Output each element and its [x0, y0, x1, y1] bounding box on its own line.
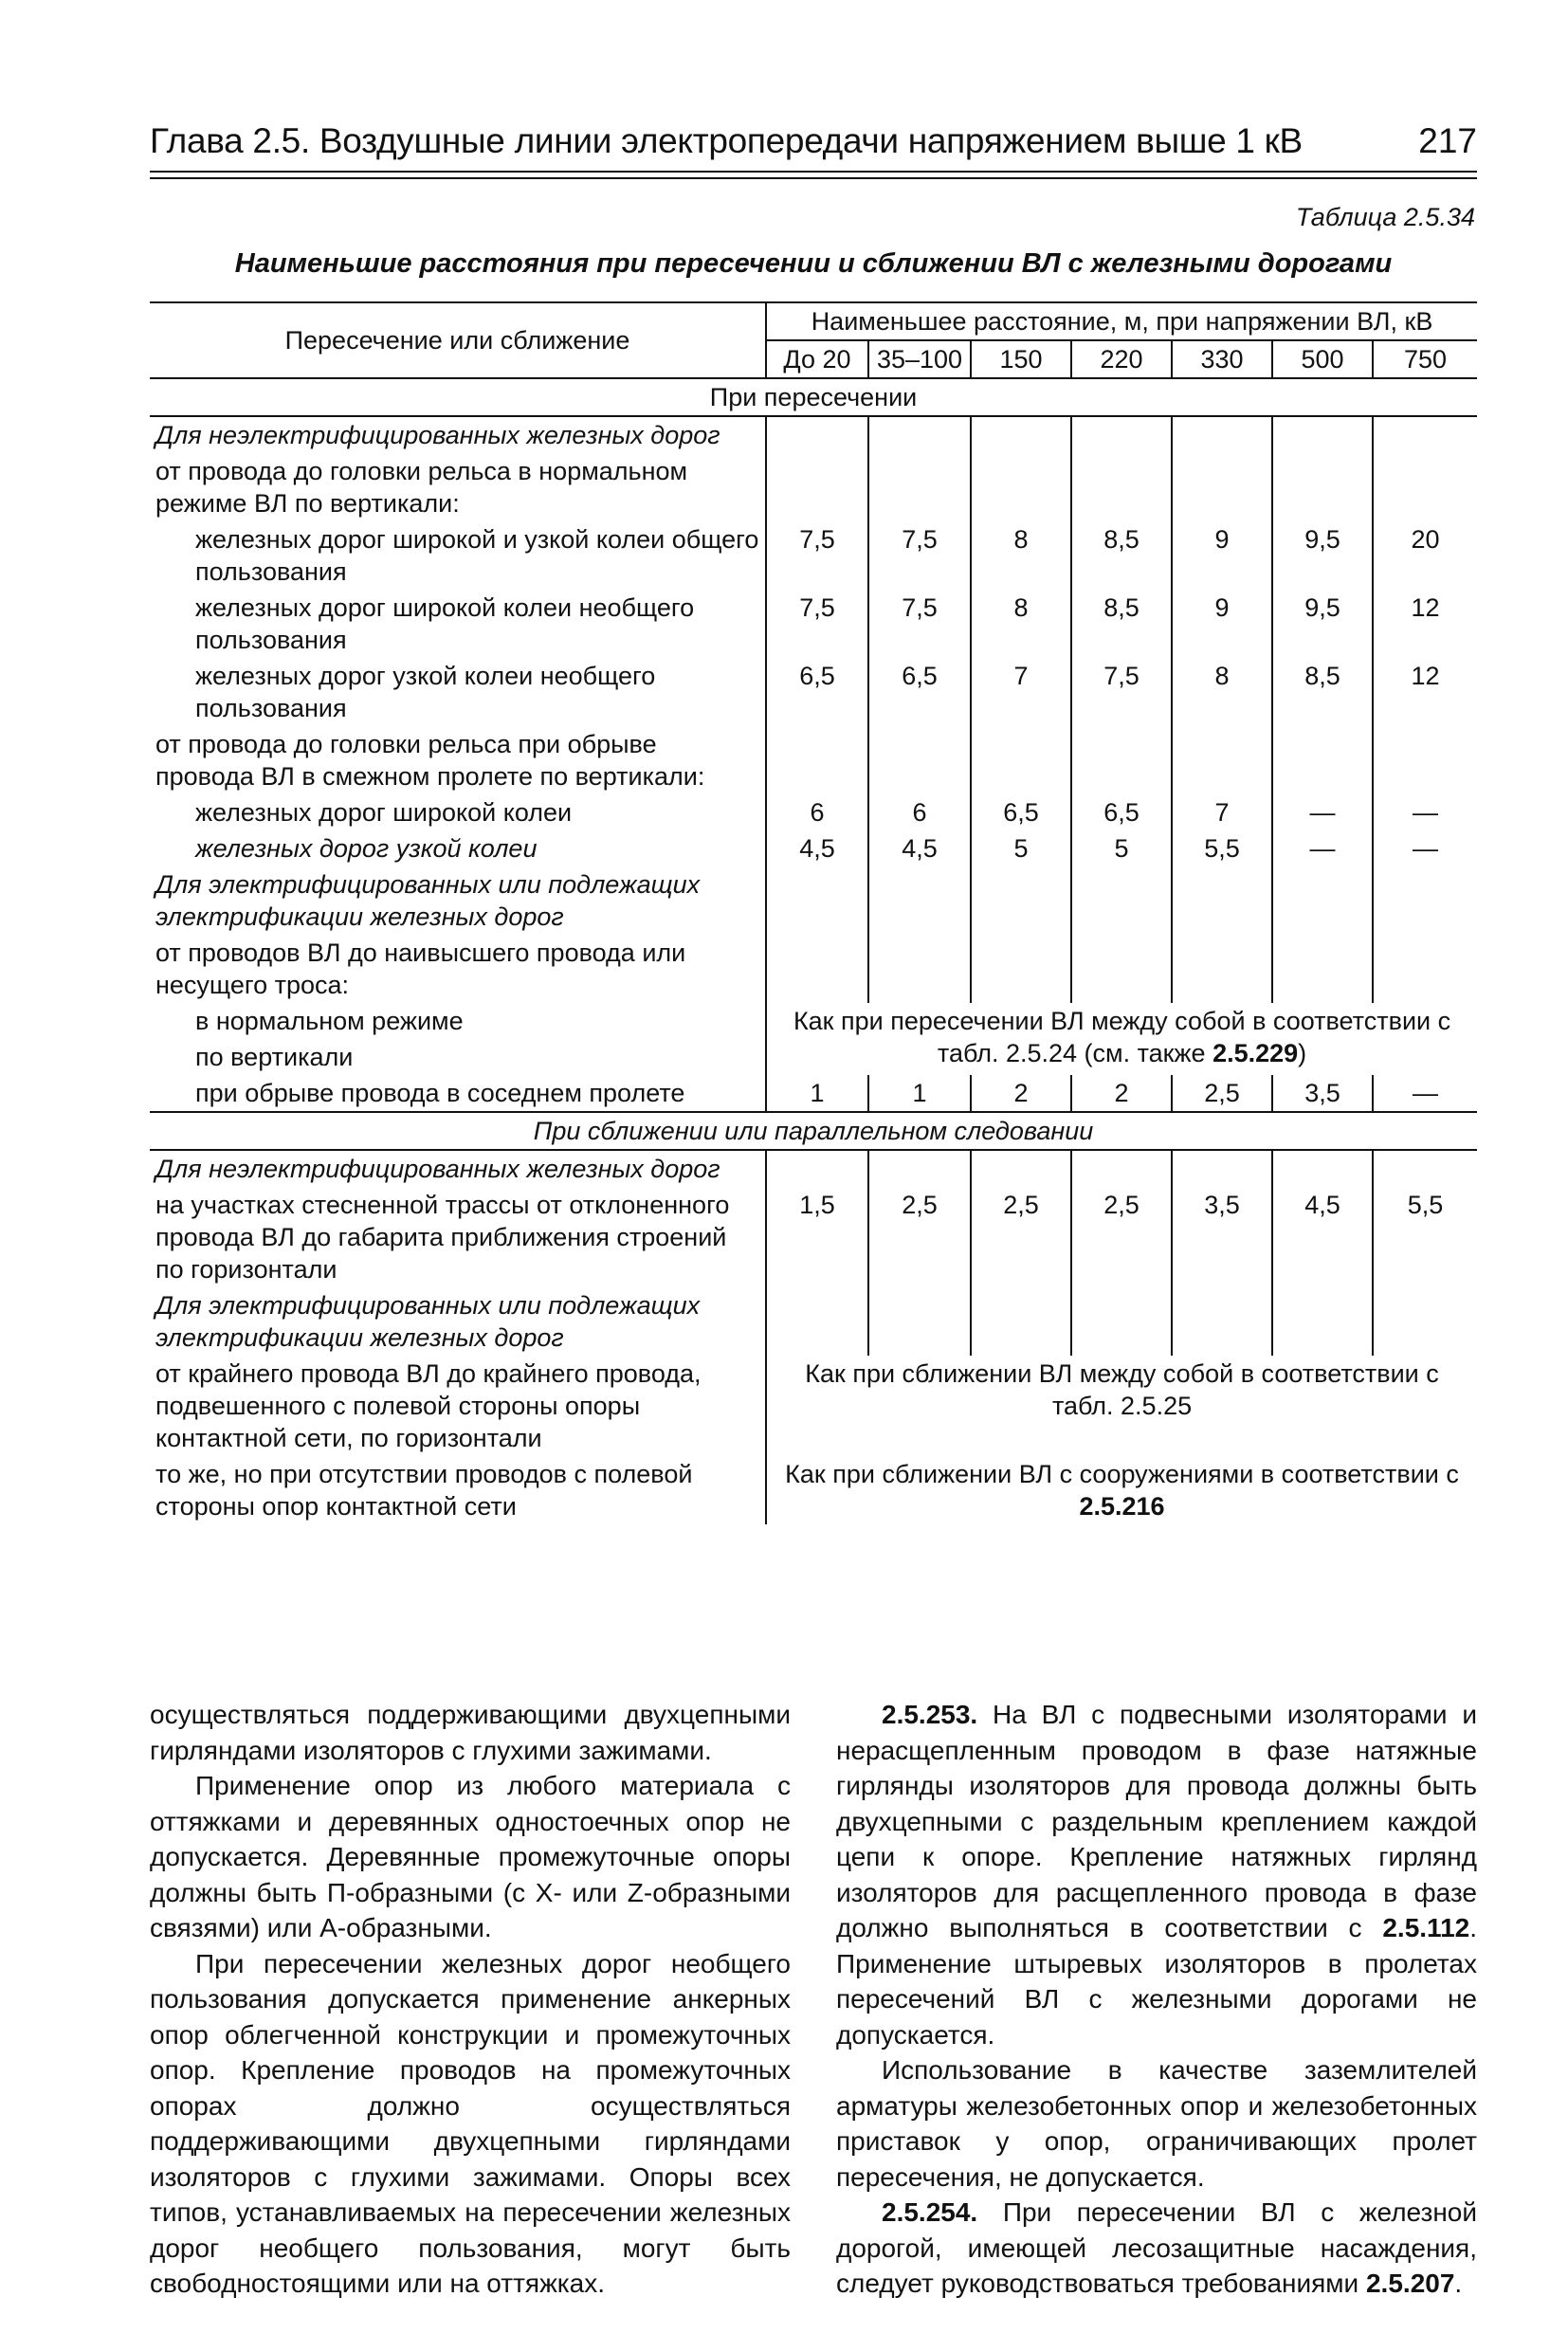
section-heading: При пересечении — [150, 378, 1477, 416]
row-label: железных дорог узкой колеи необщего пользования — [195, 662, 656, 722]
row-label: от проводов ВЛ до наивысшего провода или несущего троса: — [155, 939, 686, 999]
table-row — [150, 1456, 1477, 1524]
table-cell: 2,5 — [971, 1187, 1071, 1287]
table-cell: 7,5 — [868, 590, 971, 658]
table-cell: 9 — [1172, 590, 1272, 658]
page-number: 217 — [1418, 121, 1477, 160]
clause-ref: 2.5.207 — [1365, 2269, 1455, 2298]
header-rule-second — [150, 177, 1477, 179]
table-row — [150, 590, 1477, 658]
table-cell: 8 — [971, 590, 1071, 658]
table-cell: 4,5 — [1272, 1187, 1373, 1287]
table-cell: 7,5 — [766, 521, 868, 590]
table-row — [150, 1075, 1477, 1112]
section-row-crossing — [150, 378, 1477, 416]
table-cell: 6 — [766, 794, 868, 830]
table-header-row — [150, 302, 1477, 340]
table-cell: 7,5 — [766, 590, 868, 658]
merged-note-text: Как при сближении ВЛ с сооружениями в соответствии с — [785, 1460, 1459, 1488]
row-label: железных дорог узкой колеи — [195, 834, 538, 863]
table-cell: — — [1272, 830, 1373, 866]
table-row — [150, 1356, 1477, 1456]
table-cell: — — [1272, 794, 1373, 830]
table-row — [150, 726, 1477, 794]
voltage-header: 150 — [971, 340, 1071, 378]
table-row — [150, 453, 1477, 521]
voltage-header: 750 — [1373, 340, 1477, 378]
voltage-header: До 20 — [766, 340, 868, 378]
paragraph-text: . — [1454, 2269, 1463, 2298]
table-cell: 6,5 — [868, 658, 971, 726]
merged-note-end: ) — [1298, 1039, 1307, 1067]
table-cell: 20 — [1373, 521, 1477, 590]
table-cell: 5,5 — [1373, 1187, 1477, 1287]
table-cell: 8,5 — [1272, 658, 1373, 726]
paragraph: осуществляться поддерживающими двухцепными гирляндами изоляторов с глухими зажимами. — [150, 1700, 791, 1765]
row-label: то же, но при отсутствии проводов с полевой стороны опор контактной сети — [155, 1460, 693, 1521]
row-label: железных дорог широкой колеи необщего пользования — [195, 593, 695, 654]
chapter-title: Глава 2.5. Воздушные линии электропередачи напряжением выше 1 кВ — [150, 121, 1303, 160]
row-label: Для электрифицированных или подлежащих электрификации железных дорог — [155, 870, 701, 931]
table-row — [150, 521, 1477, 590]
row-label: по вертикали — [195, 1043, 354, 1071]
table-cell: 8 — [971, 521, 1071, 590]
table-row — [150, 830, 1477, 866]
paragraph: При пересечении железных дорог необщего пользования допускается применение анкерных опор облегченной конструкции и промежуточных опор. Крепление проводов на промежуточных опорах должно осуществляться поддерживающими двухцепными гирляндами изоляторов с глухими зажимами. Опоры всех типов, устанавливаемых на пересечении железных дорог необщего пользования, могут быть свободностоящими или на оттяжках. — [150, 1948, 791, 2298]
table-cell: 3,5 — [1172, 1187, 1272, 1287]
merged-note-text: Как при сближении ВЛ между собой в соответствии с табл. 2.5.25 — [805, 1359, 1439, 1420]
table-cell: 3,5 — [1272, 1075, 1373, 1112]
table-cell: 9,5 — [1272, 590, 1373, 658]
page-header — [150, 121, 1477, 167]
table-cell: — — [1373, 794, 1477, 830]
voltage-header: 220 — [1071, 340, 1172, 378]
paragraph: Использование в качестве заземлителей арматуры железобетонных опор и железобетонных приставок у опор, ограничивающих пролет пересечения, не допускается. — [836, 2055, 1477, 2192]
table-row — [150, 866, 1477, 935]
table-cell: 5,5 — [1172, 830, 1272, 866]
paragraph-text: При пересечении ВЛ с железной дорогой, имеющей лесозащитные насаждения, следует руководствоваться требованиями — [836, 2197, 1477, 2298]
table-cell: — — [1373, 1075, 1477, 1112]
table-cell: 7,5 — [868, 521, 971, 590]
merged-note-cell — [766, 1003, 1477, 1075]
table-cell: 12 — [1373, 658, 1477, 726]
table-row — [150, 1003, 1477, 1039]
table-cell: 7 — [971, 658, 1071, 726]
clause-number: 2.5.254. — [882, 2197, 978, 2227]
row-label: от крайнего провода ВЛ до крайнего провода, подвешенного с полевой стороны опоры контактной сети, по горизонтали — [155, 1359, 702, 1452]
right-text-column — [836, 1697, 1477, 2302]
table-cell: 6,5 — [971, 794, 1071, 830]
table-cell: 9 — [1172, 521, 1272, 590]
merged-note-cell — [766, 1356, 1477, 1456]
table-cell: 2,5 — [868, 1187, 971, 1287]
row-label: Для неэлектрифицированных железных дорог — [155, 421, 720, 449]
table-cell: 2 — [971, 1075, 1071, 1112]
row-label: при обрыве провода в соседнем пролете — [150, 1075, 766, 1112]
table-row — [150, 935, 1477, 1003]
table-cell: 5 — [971, 830, 1071, 866]
row-label: железных дорог широкой и узкой колеи общего пользования — [195, 525, 759, 586]
paragraph: Применение опор из любого материала с оттяжками и деревянных одностоечных опор не допускается. Деревянные промежуточные опоры должны быть П-образными (с Х- или Z-образными связями) или А-образными. — [150, 1771, 791, 1942]
table-cell: 4,5 — [868, 830, 971, 866]
paragraph-text: . Применение штыревых изоляторов в пролетах пересечений ВЛ с железными дорогами не допускается. — [836, 1913, 1477, 2050]
row-label: железных дорог широкой колеи — [195, 798, 573, 827]
left-text-column — [150, 1697, 791, 2302]
merged-note-ref: 2.5.229 — [1212, 1039, 1299, 1067]
table-row — [150, 416, 1477, 453]
table-cell: 2 — [1071, 1075, 1172, 1112]
row-label: от провода до головки рельса при обрыве провода ВЛ в смежном пролете по вертикали: — [155, 730, 705, 791]
row-label: Для неэлектрифицированных железных дорог — [155, 1155, 720, 1183]
table-cell: 1 — [766, 1075, 868, 1112]
voltage-header: 500 — [1272, 340, 1373, 378]
merged-note-text: Как при пересечении ВЛ между собой в соответствии с табл. 2.5.24 (см. также — [793, 1007, 1451, 1067]
row-label: от провода до головки рельса в нормальном режиме ВЛ по вертикали: — [155, 457, 688, 518]
col-header-crossing: Пересечение или сближение — [150, 302, 766, 378]
table-cell: 6,5 — [766, 658, 868, 726]
merged-note-cell — [766, 1456, 1477, 1524]
table-cell: 2,5 — [1071, 1187, 1172, 1287]
table-cell: 8 — [1172, 658, 1272, 726]
table-cell: 8,5 — [1071, 521, 1172, 590]
voltage-header: 330 — [1172, 340, 1272, 378]
col-header-distance: Наименьшее расстояние, м, при напряжении ВЛ, кВ — [766, 302, 1477, 340]
row-label: Для электрифицированных или подлежащих электрификации железных дорог — [155, 1291, 701, 1352]
row-label: на участках стесненной трассы от отклоненного провода ВЛ до габарита приближения строений по горизонтали — [155, 1191, 730, 1284]
table-cell: — — [1373, 830, 1477, 866]
table-cell: 9,5 — [1272, 521, 1373, 590]
paragraph-text: На ВЛ с подвесными изоляторами и нерасщепленным проводом в фазе натяжные гирлянды изоляторов для провода должны быть двухцепными с раздельным креплением каждой цепи к опоре. Крепление натяжных гирлянд изоляторов для расщепленного провода в фазе должно выполняться в соответствии с — [836, 1700, 1477, 1942]
table-cell: 4,5 — [766, 830, 868, 866]
table-caption: Таблица 2.5.34 — [1295, 203, 1475, 231]
row-label: в нормальном режиме — [195, 1007, 464, 1035]
table-cell: 12 — [1373, 590, 1477, 658]
table-row — [150, 658, 1477, 726]
table-cell: 7 — [1172, 794, 1272, 830]
voltage-header: 35–100 — [868, 340, 971, 378]
table-cell: 6,5 — [1071, 794, 1172, 830]
table-cell: 1 — [868, 1075, 971, 1112]
paragraph — [836, 2195, 1477, 2302]
table-row — [150, 794, 1477, 830]
clause-number: 2.5.253. — [882, 1700, 978, 1729]
table-cell: 6 — [868, 794, 971, 830]
paragraph — [836, 1697, 1477, 2052]
header-rule — [150, 171, 1477, 173]
table-row — [150, 1287, 1477, 1356]
table-cell: 7,5 — [1071, 658, 1172, 726]
table-cell: 5 — [1071, 830, 1172, 866]
table-cell: 2,5 — [1172, 1075, 1272, 1112]
table-title: Наименьшие расстояния при пересечении и сближении ВЛ с железными дорогами — [234, 248, 1393, 279]
section-heading: При сближении или параллельном следовании — [150, 1112, 1477, 1150]
table-row — [150, 1187, 1477, 1287]
section-row-approach — [150, 1112, 1477, 1150]
merged-note-ref: 2.5.216 — [1079, 1492, 1165, 1521]
table-row — [150, 1150, 1477, 1187]
distance-table — [150, 301, 1477, 1524]
clause-ref: 2.5.112 — [1382, 1913, 1470, 1942]
table-cell: 1,5 — [766, 1187, 868, 1287]
table-cell: 8,5 — [1071, 590, 1172, 658]
